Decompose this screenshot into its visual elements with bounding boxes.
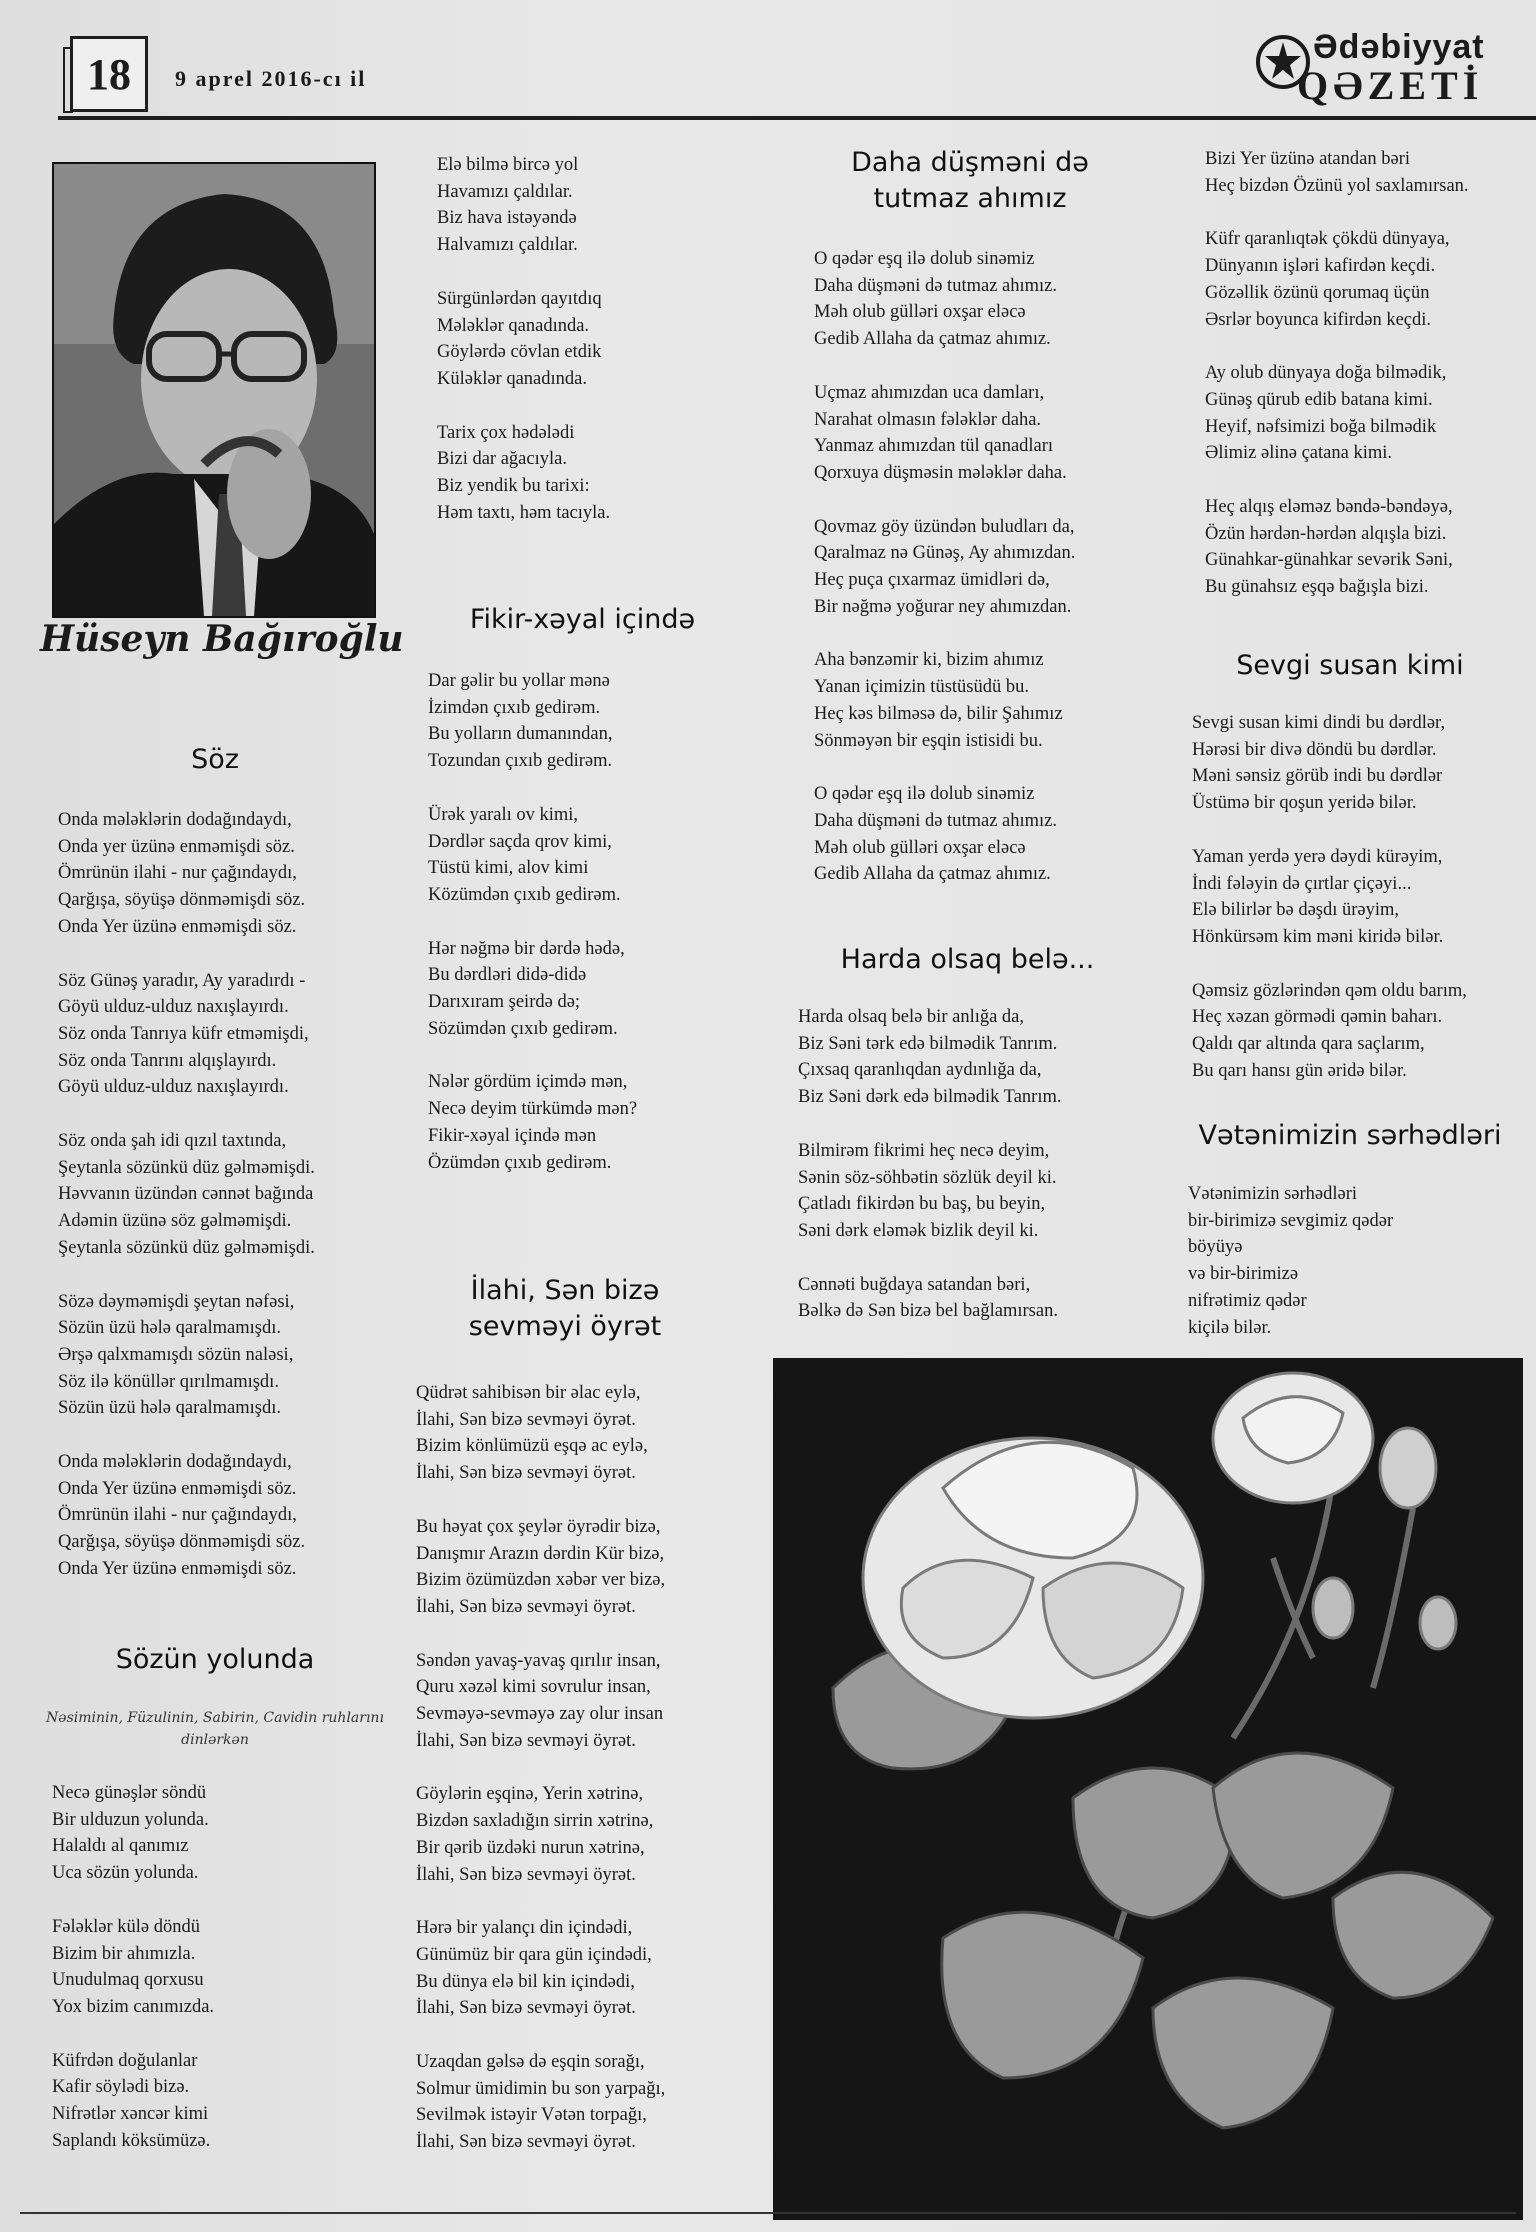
poem-line: Ay olub dünyaya doğa bilmədik, [1205, 363, 1447, 384]
rose-illustration [773, 1358, 1523, 2220]
poem-line: İlahi, Sən bizə sevməyi öyrət. [416, 1864, 636, 1885]
poem-line: Mələklər qanadında. [437, 315, 590, 336]
poem-line: Tarix çox hədələdi [437, 422, 575, 443]
bottom-rule [20, 2212, 1516, 2214]
poem-line: Saplandı köksümüzə. [52, 2130, 211, 2151]
poem-line: Biz yendik bu tarixi: [437, 476, 590, 497]
poem-line: Necə günəşlər söndü [52, 1783, 207, 1803]
stanza [798, 1004, 1061, 1111]
poem-line: Onda Yer üzünə enməmişdi söz. [58, 916, 297, 937]
poem-line: Sözümdən çıxıb gedirəm. [428, 1018, 618, 1039]
poem-line: Vətənimizin sərhədləri [1188, 1184, 1358, 1204]
poem-line: Yanan içimizin tüstüsüdü bu. [814, 677, 1029, 698]
poem-line: Gedib Allaha da çatmaz ahımız. [814, 329, 1051, 350]
poem-line: Halaldı al qanımız [52, 1836, 189, 1857]
poem-line: Adəmin üzünə söz gəlməmişdi. [58, 1211, 292, 1232]
poem-line: Söz Günəş yaradır, Ay yaradırdı - [58, 970, 306, 991]
poem-line: Sənin söz-söhbətin sözlük deyil ki. [798, 1167, 1057, 1188]
poem-line: nifrətimiz qədər [1188, 1290, 1307, 1311]
stanza [1192, 978, 1467, 1085]
poem-line: Sürgünlərdən qayıtdıq [437, 288, 602, 309]
poem-line: Fikir-xəyal içində mən [428, 1125, 597, 1146]
poem-line: İlahi, Sən bizə sevməyi öyrət. [416, 2132, 636, 2153]
issue-date: 9 aprel 2016-cı il [175, 66, 367, 91]
logo-title-top: Ədəbiyyat [1313, 28, 1485, 66]
poem-line: Narahat olmasın fələklər daha. [814, 409, 1042, 430]
poem-line: Heç puça çıxarmaz ümidləri də, [814, 570, 1050, 591]
poem-line: Əsrlər boyunca kifirdən keçdi. [1205, 309, 1432, 330]
poem-title-sevgi-susan-kimi: Sevgi susan kimi [1236, 650, 1464, 681]
poem-line: Bu qarı hansı gün əridə bilər. [1192, 1060, 1407, 1081]
stanza [437, 420, 610, 527]
poem-untitled-column-4 [1205, 146, 1469, 601]
poem-line: Şeytanla sözünkü düz gəlməmişdi. [58, 1157, 315, 1178]
poem-line: Bizdən saxladığın sirrin xətrinə, [416, 1811, 654, 1832]
poem-line: Qorxuya düşməsin mələklər daha. [814, 462, 1067, 483]
poem-line: Biz hava istəyəndə [437, 208, 577, 229]
poem-line: Küfr qaranlıqtək çökdü dünyaya, [1205, 229, 1450, 250]
stanza [1188, 1181, 1393, 1341]
poem-line: Heç bizdən Özünü yol saxlamırsan. [1205, 175, 1469, 196]
poem-daha-dusmeni [814, 246, 1075, 888]
poem-line: Günümüz bir qara gün içindədi, [416, 1944, 652, 1965]
stanza [416, 1380, 665, 1487]
poem-line: Cənnəti buğdaya satandan bəri, [798, 1274, 1031, 1295]
poem-line: Məh olub gülləri oxşar eləcə [814, 302, 1026, 323]
poem-line: Bu həyat çox şeylər öyrədir bizə, [416, 1516, 661, 1537]
poem-line: Bir ulduzun yolunda. [52, 1809, 209, 1830]
stanza [814, 781, 1075, 888]
poem-line: Bizi Yer üzünə atandan bəri [1205, 149, 1410, 169]
poem-line: Uzaqdan gəlsə də eşqin sorağı, [416, 2052, 645, 2073]
poem-sozun-yolunda [52, 1780, 214, 2154]
header-rule [58, 116, 1536, 120]
poem-line: Sözün üzü hələ qaralmamışdı. [58, 1318, 281, 1339]
poem-line: Heç kəs bilməsə də, bilir Şahımız [814, 703, 1063, 724]
poem-line: Qüdrət sahibisən bir əlac eylə, [416, 1383, 641, 1403]
poem-line: Söz onda Tanrıya küfr etməmişdi, [58, 1023, 309, 1044]
poem-line: İlahi, Sən bizə sevməyi öyrət. [416, 1409, 636, 1430]
poem-line: İlahi, Sən bizə sevməyi öyrət. [416, 1998, 636, 2019]
poem-line: Söz ilə könüllər qırılmamışdı. [58, 1371, 279, 1392]
poem-line: Sözün üzü hələ qaralmamışdı. [58, 1398, 281, 1419]
poem-line: Şeytanla sözünkü düz gəlməmişdi. [58, 1237, 315, 1258]
stanza [416, 1514, 665, 1621]
poem-title-ilahi: İlahi, Sən bizə sevməyi öyrət [468, 1275, 662, 1342]
stanza [428, 936, 637, 1043]
logo-title-bottom: QƏZETİ [1297, 63, 1484, 108]
poem-line: Hönkürsəm kim məni kiridə bilər. [1192, 926, 1444, 947]
poem-line: O qədər eşq ilə dolub sinəmiz [814, 784, 1035, 805]
poem-line: Kafir söylədi bizə. [52, 2077, 190, 2098]
poem-line: kiçilə bilər. [1188, 1317, 1272, 1338]
poem-line: və bir-birimizə [1188, 1264, 1299, 1285]
poem-line: Elə bilirlər bə dəşdı ürəyim, [1192, 900, 1400, 921]
stanza [798, 1138, 1061, 1245]
poem-line: Darıxıram şeirdə də; [428, 992, 581, 1013]
poem-line: Daha düşməni də tutmaz ahımız. [814, 275, 1057, 296]
stanza [1205, 360, 1469, 467]
poem-line: Ərşə qalxmamışdı sözün naləsi, [58, 1344, 294, 1365]
poem-line: Çatladı fikirdən bu baş, bu beyin, [798, 1194, 1046, 1215]
poem-title-sozun-yolunda: Sözün yolunda [115, 1644, 315, 1675]
stanza [814, 246, 1075, 353]
stanza [428, 802, 637, 909]
poem-line: Qovmaz göy üzündən buludları da, [814, 516, 1075, 537]
poem-line: Uca sözün yolunda. [52, 1863, 199, 1884]
stanza [814, 647, 1075, 754]
stanza [428, 668, 637, 775]
poem-line: Qaralmaz nə Günəş, Ay ahımızdan. [814, 543, 1076, 564]
stanza [52, 1914, 214, 2021]
poem-line: Əlimiz əlinə çatana kimi. [1205, 443, 1392, 464]
poem-line: Söz onda şah idi qızıl taxtında, [58, 1131, 287, 1152]
poem-line: İlahi, Sən bizə sevməyi öyrət. [416, 1463, 636, 1484]
stanza [58, 1449, 315, 1583]
poem-title-harda-olsaq: Harda olsaq belə... [840, 944, 1095, 975]
poem-line: Heç alqış eləməz bəndə-bəndəyə, [1205, 497, 1453, 518]
poem-line: Onda Yer üzünə enməmişdi söz. [58, 1478, 297, 1499]
poem-line: Sevməyə-sevməyə zay olur insan [416, 1704, 664, 1725]
poem-line: Özün hərdən-hərdən alqışla bizi. [1205, 523, 1447, 544]
poem-line: Günəş qürub edib batana kimi. [1205, 389, 1433, 410]
poem-line: Səni dərk eləmək bizlik deyil ki. [798, 1220, 1039, 1241]
poem-line: Unudulmaq qorxusu [52, 1970, 204, 1991]
author-name: Hüseyn Bağıroğlu [40, 618, 404, 660]
stanza [58, 1128, 315, 1262]
page-number: 18 [70, 36, 148, 112]
poem-line: Harda olsaq belə bir anlığa da, [798, 1007, 1025, 1027]
stanza [416, 1781, 665, 1888]
poem-title-daha-dusmeni: Daha düşməni də tutmaz ahımız [851, 147, 1089, 214]
poem-line: Söz onda Tanrını alqışlayırdı. [58, 1050, 277, 1071]
poem-line: Göylərin eşqinə, Yerin xətrinə, [416, 1784, 644, 1805]
poem-line: Küləklər qanadında. [437, 368, 587, 389]
poem-line: böyüyə [1188, 1237, 1243, 1258]
stanza [437, 152, 610, 259]
poem-line: Bəlkə də Sən bizə bel bağlamırsan. [798, 1301, 1058, 1322]
poem-line: Bu yolların dumanından, [428, 724, 613, 745]
poem-line: Aha bənzəmir ki, bizim ahımız [814, 650, 1044, 671]
stanza [416, 1915, 665, 2022]
poem-line: Qarğışa, söyüşə dönməmişdi söz. [58, 1532, 306, 1553]
poem-line: Çıxsaq qaranlıqdan aydınlığa da, [798, 1060, 1042, 1081]
stanza [52, 2048, 214, 2155]
author-photo [52, 162, 376, 618]
poem-line: İzimdən çıxıb gedirəm. [428, 697, 601, 718]
poem-line: Uçmaz ahımızdan uca damları, [814, 382, 1045, 403]
poem-line: Ömrünün ilahi - nur çağındaydı, [58, 863, 297, 884]
poem-line: Ürək yaralı ov kimi, [428, 804, 579, 825]
poem-line: O qədər eşq ilə dolub sinəmiz [814, 249, 1035, 269]
poem-line: Biz Səni dərk edə bilmədik Tanrım. [798, 1087, 1062, 1108]
stanza [798, 1272, 1061, 1325]
poem-line: Nələr gördüm içimdə mən, [428, 1072, 628, 1093]
poem-line: Sözə dəyməmişdi şeytan nəfəsi, [58, 1291, 295, 1312]
poem-title-fikir-xeyal: Fikir-xəyal içində [469, 604, 696, 635]
poem-line: Dar gəlir bu yollar mənə [428, 671, 610, 691]
poem-line: Məh olub gülləri oxşar eləcə [814, 837, 1026, 858]
poem-line: Həvvanın üzündən cənnət bağında [58, 1184, 314, 1205]
stanza [814, 380, 1075, 487]
poem-line: Göyü ulduz-ulduz naxışlayırdı. [58, 997, 289, 1018]
poem-line: Bizim özümüzdən xəbər ver bizə, [416, 1570, 666, 1591]
poem-line: Nifrətlər xəncər kimi [52, 2104, 209, 2125]
poem-line: bir-birimizə sevgimiz qədər [1188, 1210, 1394, 1231]
stanza [1205, 494, 1469, 601]
poem-line: Səndən yavaş-yavaş qırılır insan, [416, 1650, 661, 1671]
poem-line: Yaman yerdə yerə dəydi kürəyim, [1192, 846, 1443, 867]
poem-title-vetenimizin-serhedleri: Vətənimizin sərhədləri [1198, 1120, 1502, 1151]
poem-line: Elə bilmə bircə yol [437, 155, 579, 175]
poem-line: Sevgi susan kimi dindi bu dərdlər, [1192, 713, 1446, 733]
stanza [58, 1289, 315, 1423]
poem-line: Bu günahsız eşqə bağışla bizi. [1205, 577, 1429, 598]
poem-line: Məni sənsiz görüb indi bu dərdlər [1192, 766, 1443, 787]
poem-line: Bir nəğmə yoğurar ney ahımızdan. [814, 596, 1072, 617]
poem-line: Necə deyim türkümdə mən? [428, 1099, 638, 1120]
stanza [1205, 146, 1469, 199]
poem-line: Bizim bir ahımızla. [52, 1943, 196, 1964]
poem-line: Heyif, nəfsimizi boğa bilmədik [1205, 416, 1437, 437]
stanza [58, 968, 315, 1102]
poem-line: Gözəllik özünü qorumaq üçün [1205, 282, 1430, 303]
poem-dedication: Nəsiminin, Füzulinin, Sabirin, Cavidin ruhlarını dinlərkən [46, 1710, 384, 1748]
poem-line: Danışmır Arazın dərdin Kür bizə, [416, 1543, 665, 1564]
newspaper-logo [1255, 28, 1515, 108]
poem-line: Göyü ulduz-ulduz naxışlayırdı. [58, 1077, 289, 1098]
stanza [437, 286, 610, 393]
poem-line: Küfrdən doğulanlar [52, 2050, 198, 2071]
poem-sevgi-susan-kimi [1192, 710, 1467, 1084]
poem-line: Özümdən çıxıb gedirəm. [428, 1152, 612, 1173]
stanza [416, 2049, 665, 2156]
poem-line: Onda mələklərin dodağındaydı, [58, 1452, 292, 1473]
poem-line: Hərə bir yalançı din içindədi, [416, 1918, 633, 1939]
poem-line: Bu dünya elə bil kin içindədi, [416, 1971, 635, 1992]
poem-line: Quru xəzəl kimi sovrulur insan, [416, 1677, 651, 1698]
poem-line: Tozundan çıxıb gedirəm. [428, 751, 613, 772]
poem-line: Solmur ümidimin bu son yarpağı, [416, 2078, 666, 2099]
poem-line: Bir qərib üzdəki nurun xətrinə, [416, 1837, 645, 1858]
poem-line: Üstümə bir qoşun yeridə bilər. [1192, 793, 1417, 814]
poem-fikir-xeyal [428, 668, 637, 1176]
poem-line: Ömrünün ilahi - nur çağındaydı, [58, 1505, 297, 1526]
poem-line: Göylərdə cövlan etdik [437, 342, 602, 363]
stanza [814, 514, 1075, 621]
poem-line: Daha düşməni də tutmaz ahımız. [814, 810, 1057, 831]
poem-line: Qarğışa, söyüşə dönməmişdi söz. [58, 890, 306, 911]
stanza [1192, 844, 1467, 951]
poem-line: Həm taxtı, həm tacıyla. [437, 502, 611, 523]
poem-line: Bu dərdləri didə-didə [428, 965, 587, 986]
stanza [52, 1780, 214, 1887]
stanza [428, 1069, 637, 1176]
stanza [58, 807, 315, 941]
poem-line: Bilmirəm fikrimi heç necə deyim, [798, 1140, 1050, 1161]
poem-line: Onda Yer üzünə enməmişdi söz. [58, 1558, 297, 1579]
poem-line: Onda mələklərin dodağındaydı, [58, 810, 292, 830]
poem-soz [58, 807, 315, 1583]
poem-line: Qəmsiz gözlərindən qəm oldu barım, [1192, 980, 1467, 1001]
stanza [1205, 226, 1469, 333]
poem-line: İlahi, Sən bizə sevməyi öyrət. [416, 1596, 636, 1617]
poem-line: Hər nəğmə bir dərdə hədə, [428, 938, 625, 959]
poem-line: Yanmaz ahımızdan tül qanadları [814, 436, 1054, 457]
poem-ilahi [416, 1380, 665, 2156]
poem-line: Fələklər külə döndü [52, 1916, 200, 1937]
poem-line: Bizim könlümüzü eşqə ac eylə, [416, 1436, 648, 1457]
poem-line: Bizi dar ağacıyla. [437, 449, 567, 470]
poem-untitled-column-2 [437, 152, 610, 526]
poem-line: Havamızı çaldılar. [437, 181, 573, 202]
poem-line: İlahi, Sən bizə sevməyi öyrət. [416, 1730, 636, 1751]
poem-line: Onda yer üzünə enməmişdi söz. [58, 836, 295, 857]
poem-line: Heç xəzan görmədi qəmin baharı. [1192, 1007, 1443, 1028]
stanza [1192, 710, 1467, 817]
poem-line: Sönməyən bir eşqin istisidi bu. [814, 730, 1043, 751]
poem-line: Sevilmək istəyir Vətən torpağı, [416, 2105, 647, 2126]
poem-line: Gedib Allaha da çatmaz ahımız. [814, 864, 1051, 885]
poem-harda-olsaq [798, 1004, 1061, 1325]
poem-line: Biz Səni tərk edə bilmədik Tanrım. [798, 1033, 1058, 1054]
poem-title-soz: Söz [191, 744, 239, 775]
poem-line: Halvamızı çaldılar. [437, 235, 578, 256]
poem-line: Günahkar-günahkar sevərik Səni, [1205, 550, 1453, 571]
poem-vetenimizin-serhedleri [1188, 1181, 1393, 1341]
poem-line: İndi fələyin də çırtlar çiçəyi... [1192, 873, 1412, 894]
poem-line: Tüstü kimi, alov kimi [428, 858, 589, 879]
poem-line: Közümdən çıxıb gedirəm. [428, 884, 621, 905]
poem-line: Hərəsi bir divə döndü bu dərdlər. [1192, 739, 1437, 760]
poem-line: Qaldı qar altında qara saçlarım, [1192, 1034, 1425, 1055]
poem-line: Yox bizim canımızda. [52, 1996, 215, 2017]
poem-line: Dərdlər saçda qrov kimi, [428, 831, 612, 852]
stanza [416, 1648, 665, 1755]
poem-line: Dünyanın işləri kafirdən keçdi. [1205, 256, 1436, 277]
